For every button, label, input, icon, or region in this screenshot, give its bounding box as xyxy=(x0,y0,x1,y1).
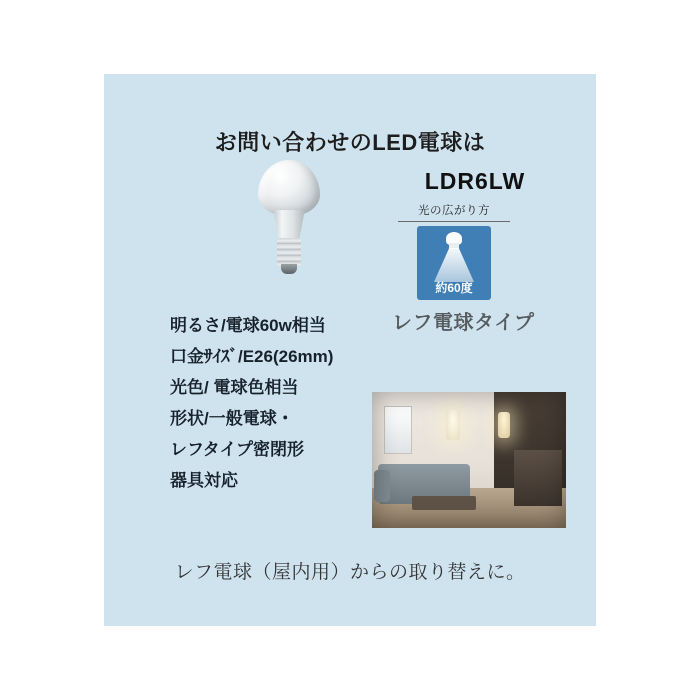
spec-item: 形状/一般電球・ xyxy=(170,409,294,428)
model-number-text: LDR6LW xyxy=(424,168,526,194)
beam-angle-badge xyxy=(396,202,512,300)
spec-item: 明るさ/電球60w相当 xyxy=(170,316,326,335)
spec-item: 口金ｻｲｽﾞ/E26(26mm) xyxy=(170,347,334,366)
light-cone-shape xyxy=(434,248,474,282)
bulb-screw-base-shape xyxy=(277,238,301,266)
product-info-panel xyxy=(104,74,596,626)
headline-text: お問い合わせのLED電球は xyxy=(214,130,486,155)
beam-angle-title: 光の広がり方 xyxy=(418,205,490,217)
spec-item: レフタイプ密閉形 xyxy=(170,440,304,459)
caption-text: レフ電球（屋内用）からの取り替えに。 xyxy=(174,562,526,583)
led-bulb-icon xyxy=(244,160,334,290)
beam-angle-label: 約60度 xyxy=(435,281,473,295)
bulb-head-shape xyxy=(258,160,320,216)
spec-item: 光色/ 電球色相当 xyxy=(170,378,299,397)
photo-vignette xyxy=(372,392,566,528)
bulb-tip-shape xyxy=(281,264,297,274)
bulb-neck-shape xyxy=(271,210,307,240)
divider xyxy=(398,221,510,222)
beam-angle-icon xyxy=(417,226,491,300)
bulb-type-label: レフ電球タイプ xyxy=(392,312,535,334)
spec-item: 器具対応 xyxy=(170,471,238,490)
interior-room-photo xyxy=(372,392,566,528)
